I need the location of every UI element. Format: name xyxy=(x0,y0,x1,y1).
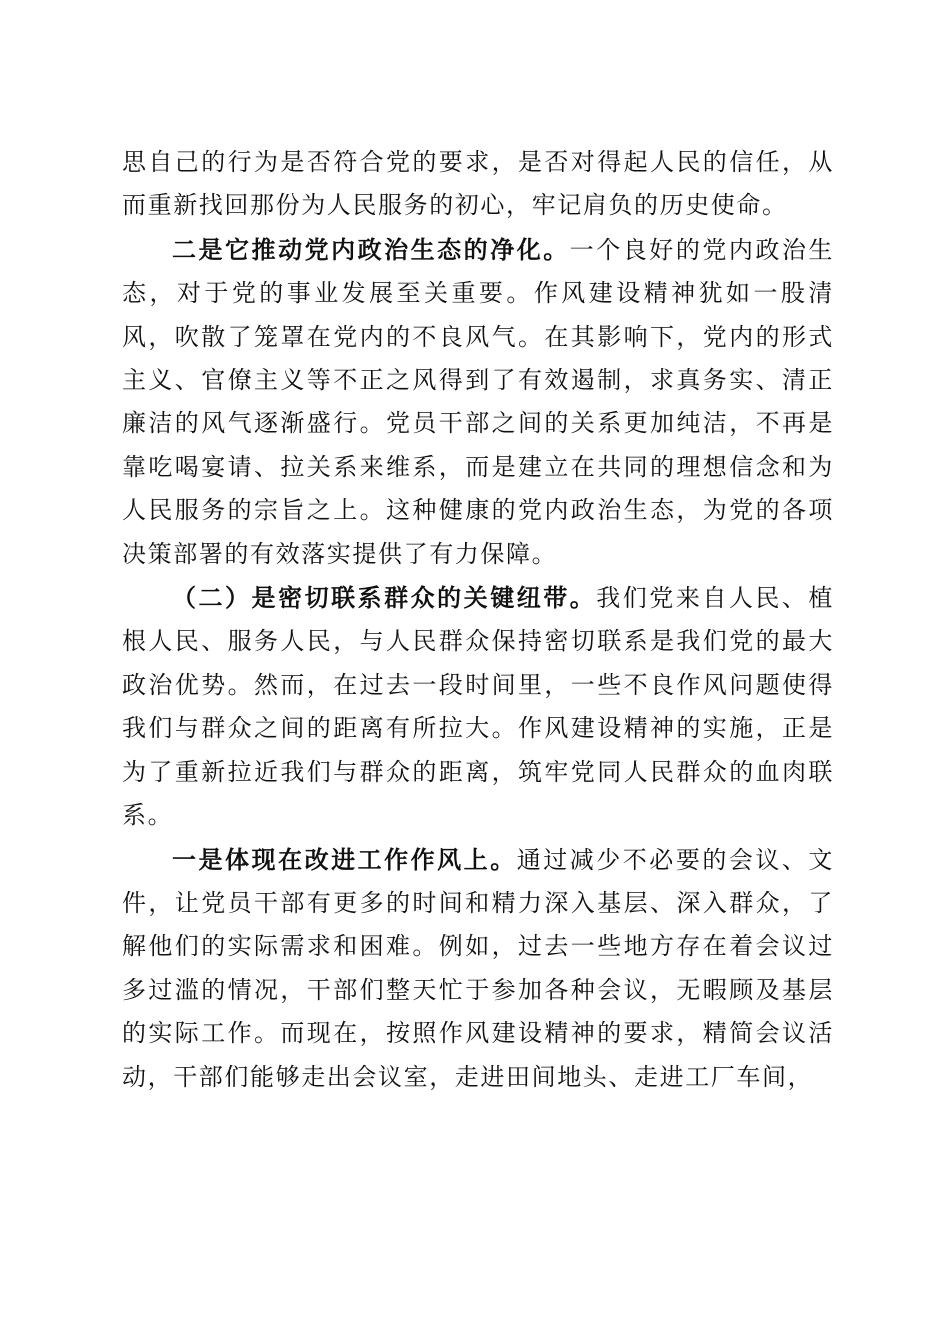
paragraph-continuation xyxy=(122,141,834,228)
paragraph-section-two xyxy=(122,576,834,837)
document-body xyxy=(122,141,834,1099)
paragraph-text: 一个良好的党内政治生态，对于党的事业发展至关重要。作风建设精神犹如一股清风，吹散了笼罩在党内的不良风气。在其影响下，党内的形式主义、官僚主义等不正之风得到了有效遏制，求真务实、清正廉洁的风气逐渐盛行。党员干部之间的关系更加纯洁，不再是靠吃喝宴请、拉关系来维系，而是建立在共同的理想信念和为人民服务的宗旨之上。这种健康的党内政治生态，为党的各项决策部署的有效落实提供了有力保障。 xyxy=(122,235,834,568)
paragraph-heading: 一是体现在改进工作作风上。 xyxy=(172,844,517,874)
paragraph-text: 我们党来自人民、植根人民、服务人民，与人民群众保持密切联系是我们党的最大政治优势。然而，在过去一段时间里，一些不良作风问题使得我们与群众之间的距离有所拉大。作风建设精神的实施，正是为了重新拉近我们与群众的距离，筑牢党同人民群众的血肉联系。 xyxy=(122,584,834,830)
paragraph-heading: 二是它推动党内政治生态的净化。 xyxy=(172,234,570,264)
paragraph-text: 通过减少不必要的会议、文件，让党员干部有更多的时间和精力深入基层、深入群众，了解他们的实际需求和困难。例如，过去一些地方存在着会议过多过滥的情况，干部们整天忙于参加各种会议，无暇顾及基层的实际工作。而现在，按照作风建设精神的要求，精简会议活动，干部们能够走出会议室，走进田间地头、走进工厂车间， xyxy=(122,845,834,1091)
paragraph-political-ecology xyxy=(122,228,834,576)
paragraph-text: 思自己的行为是否符合党的要求，是否对得起人民的信任，从而重新找回那份为人民服务的初心，牢记肩负的历史使命。 xyxy=(122,148,834,220)
paragraph-work-style xyxy=(122,838,834,1099)
section-heading: （二）是密切联系群众的关键纽带。 xyxy=(172,583,597,613)
